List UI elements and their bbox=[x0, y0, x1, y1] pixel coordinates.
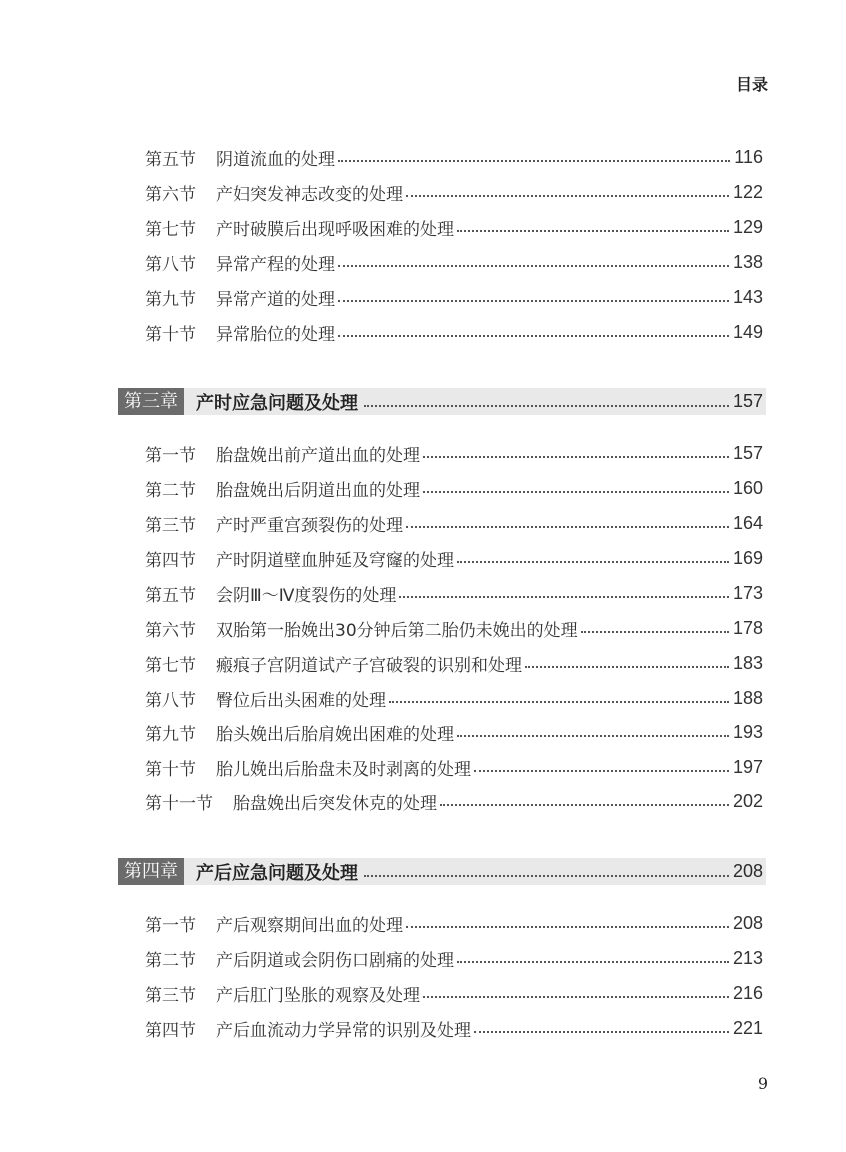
toc-entry[interactable] bbox=[145, 284, 763, 310]
toc-entry[interactable] bbox=[145, 475, 763, 501]
section-number: 第六节 bbox=[145, 184, 196, 205]
section-number: 第六节 bbox=[145, 620, 196, 641]
section-page: 183 bbox=[732, 652, 763, 673]
section-page: 193 bbox=[732, 721, 763, 742]
chapter-title: 产后应急问题及处理 bbox=[196, 862, 358, 884]
toc-entry[interactable] bbox=[145, 249, 763, 275]
section-page: 208 bbox=[732, 912, 763, 933]
dot-leader bbox=[406, 526, 729, 528]
section-title: 瘢痕子宫阴道试产子宫破裂的识别和处理 bbox=[216, 655, 522, 676]
dot-leader bbox=[457, 230, 729, 232]
section-page: 129 bbox=[732, 216, 763, 237]
toc-entry[interactable] bbox=[145, 615, 763, 641]
section-title: 产时阴道壁血肿延及穹窿的处理 bbox=[216, 550, 454, 571]
section-page: 178 bbox=[732, 617, 763, 638]
chapter-label: 第三章 bbox=[118, 388, 184, 415]
section-page: 160 bbox=[732, 477, 763, 498]
chapter-page: 208 bbox=[732, 861, 763, 881]
dot-leader bbox=[474, 1031, 729, 1033]
toc-entry[interactable] bbox=[145, 510, 763, 536]
section-page: 149 bbox=[732, 321, 763, 342]
chapter-label: 第四章 bbox=[118, 858, 184, 885]
section-number: 第七节 bbox=[145, 219, 196, 240]
dot-leader bbox=[457, 735, 729, 737]
section-number: 第十节 bbox=[145, 324, 196, 345]
dot-leader bbox=[338, 160, 730, 162]
section-page: 188 bbox=[732, 687, 763, 708]
section-title: 臀位后出头困难的处理 bbox=[216, 690, 386, 711]
section-page: 221 bbox=[732, 1017, 763, 1038]
section-number: 第二节 bbox=[145, 480, 196, 501]
page-header-title: 目录 bbox=[735, 75, 768, 94]
section-number: 第八节 bbox=[145, 254, 196, 275]
toc-entry[interactable] bbox=[145, 685, 763, 711]
dot-leader bbox=[525, 666, 729, 668]
section-page: 164 bbox=[732, 512, 763, 533]
toc-entry[interactable] bbox=[145, 788, 763, 814]
dot-leader bbox=[406, 195, 729, 197]
section-title: 胎头娩出后胎肩娩出困难的处理 bbox=[216, 724, 454, 745]
section-number: 第四节 bbox=[145, 550, 196, 571]
section-number: 第五节 bbox=[145, 585, 196, 606]
section-title: 产时破膜后出现呼吸困难的处理 bbox=[216, 219, 454, 240]
toc-entry[interactable] bbox=[145, 440, 763, 466]
toc-entry[interactable] bbox=[145, 650, 763, 676]
section-title: 胎盘娩出后阴道出血的处理 bbox=[216, 480, 420, 501]
page-number: 9 bbox=[757, 1074, 768, 1093]
toc-entry[interactable] bbox=[145, 719, 763, 745]
section-title: 异常产程的处理 bbox=[216, 254, 335, 275]
section-title: 异常产道的处理 bbox=[216, 289, 335, 310]
section-title: 胎儿娩出后胎盘未及时剥离的处理 bbox=[216, 759, 471, 780]
section-page: 202 bbox=[732, 790, 763, 811]
section-page: 138 bbox=[732, 251, 763, 272]
toc-entry[interactable] bbox=[145, 1015, 763, 1041]
dot-leader bbox=[364, 405, 729, 407]
toc-entry[interactable] bbox=[145, 910, 763, 936]
dot-leader bbox=[581, 631, 729, 633]
dot-leader bbox=[474, 770, 729, 772]
section-page: 157 bbox=[732, 442, 763, 463]
section-page: 122 bbox=[732, 181, 763, 202]
toc-entry[interactable] bbox=[145, 754, 763, 780]
section-title: 胎盘娩出前产道出血的处理 bbox=[216, 445, 420, 466]
section-number: 第一节 bbox=[145, 445, 196, 466]
dot-leader bbox=[423, 996, 729, 998]
dot-leader bbox=[423, 456, 729, 458]
section-number: 第二节 bbox=[145, 950, 196, 971]
section-page: 143 bbox=[732, 286, 763, 307]
section-number: 第十一节 bbox=[145, 793, 213, 814]
dot-leader bbox=[338, 265, 729, 267]
section-number: 第一节 bbox=[145, 915, 196, 936]
section-page: 173 bbox=[732, 582, 763, 603]
section-number: 第五节 bbox=[145, 149, 196, 170]
chapter-heading[interactable] bbox=[118, 388, 766, 415]
dot-leader bbox=[364, 875, 729, 877]
section-title: 产后阴道或会阴伤口剧痛的处理 bbox=[216, 950, 454, 971]
dot-leader bbox=[406, 926, 729, 928]
dot-leader bbox=[457, 561, 729, 563]
toc-entry[interactable] bbox=[145, 319, 763, 345]
section-number: 第九节 bbox=[145, 289, 196, 310]
section-title: 双胎第一胎娩出30分钟后第二胎仍未娩出的处理 bbox=[216, 620, 578, 641]
section-number: 第七节 bbox=[145, 655, 196, 676]
dot-leader bbox=[423, 491, 729, 493]
section-number: 第三节 bbox=[145, 515, 196, 536]
chapter-heading[interactable] bbox=[118, 858, 766, 885]
section-number: 第八节 bbox=[145, 690, 196, 711]
toc-entry[interactable] bbox=[145, 179, 763, 205]
dot-leader bbox=[457, 961, 729, 963]
section-page: 116 bbox=[734, 146, 763, 167]
toc-entry[interactable] bbox=[145, 945, 763, 971]
dot-leader bbox=[440, 804, 729, 806]
section-title: 产后观察期间出血的处理 bbox=[216, 915, 403, 936]
section-number: 第四节 bbox=[145, 1020, 196, 1041]
section-title: 会阴Ⅲ～Ⅳ度裂伤的处理 bbox=[216, 585, 397, 606]
section-title: 产后肛门坠胀的观察及处理 bbox=[216, 985, 420, 1006]
dot-leader bbox=[338, 300, 729, 302]
section-page: 197 bbox=[732, 756, 763, 777]
toc-entry[interactable] bbox=[145, 545, 763, 571]
section-title: 胎盘娩出后突发休克的处理 bbox=[233, 793, 437, 814]
section-title: 产妇突发神志改变的处理 bbox=[216, 184, 403, 205]
section-title: 产时严重宫颈裂伤的处理 bbox=[216, 515, 403, 536]
toc-entry[interactable] bbox=[145, 580, 763, 606]
section-number: 第十节 bbox=[145, 759, 196, 780]
dot-leader bbox=[389, 701, 729, 703]
dot-leader bbox=[399, 596, 729, 598]
section-page: 213 bbox=[732, 947, 763, 968]
section-number: 第九节 bbox=[145, 724, 196, 745]
dot-leader bbox=[338, 335, 729, 337]
section-number: 第三节 bbox=[145, 985, 196, 1006]
section-page: 169 bbox=[732, 547, 763, 568]
chapter-title: 产时应急问题及处理 bbox=[196, 392, 358, 414]
section-title: 异常胎位的处理 bbox=[216, 324, 335, 345]
toc-entry[interactable] bbox=[145, 144, 763, 170]
toc-entry[interactable] bbox=[145, 214, 763, 240]
chapter-page: 157 bbox=[732, 391, 763, 411]
section-title: 阴道流血的处理 bbox=[216, 149, 335, 170]
section-page: 216 bbox=[732, 982, 763, 1003]
toc-entry[interactable] bbox=[145, 980, 763, 1006]
section-title: 产后血流动力学异常的识别及处理 bbox=[216, 1020, 471, 1041]
